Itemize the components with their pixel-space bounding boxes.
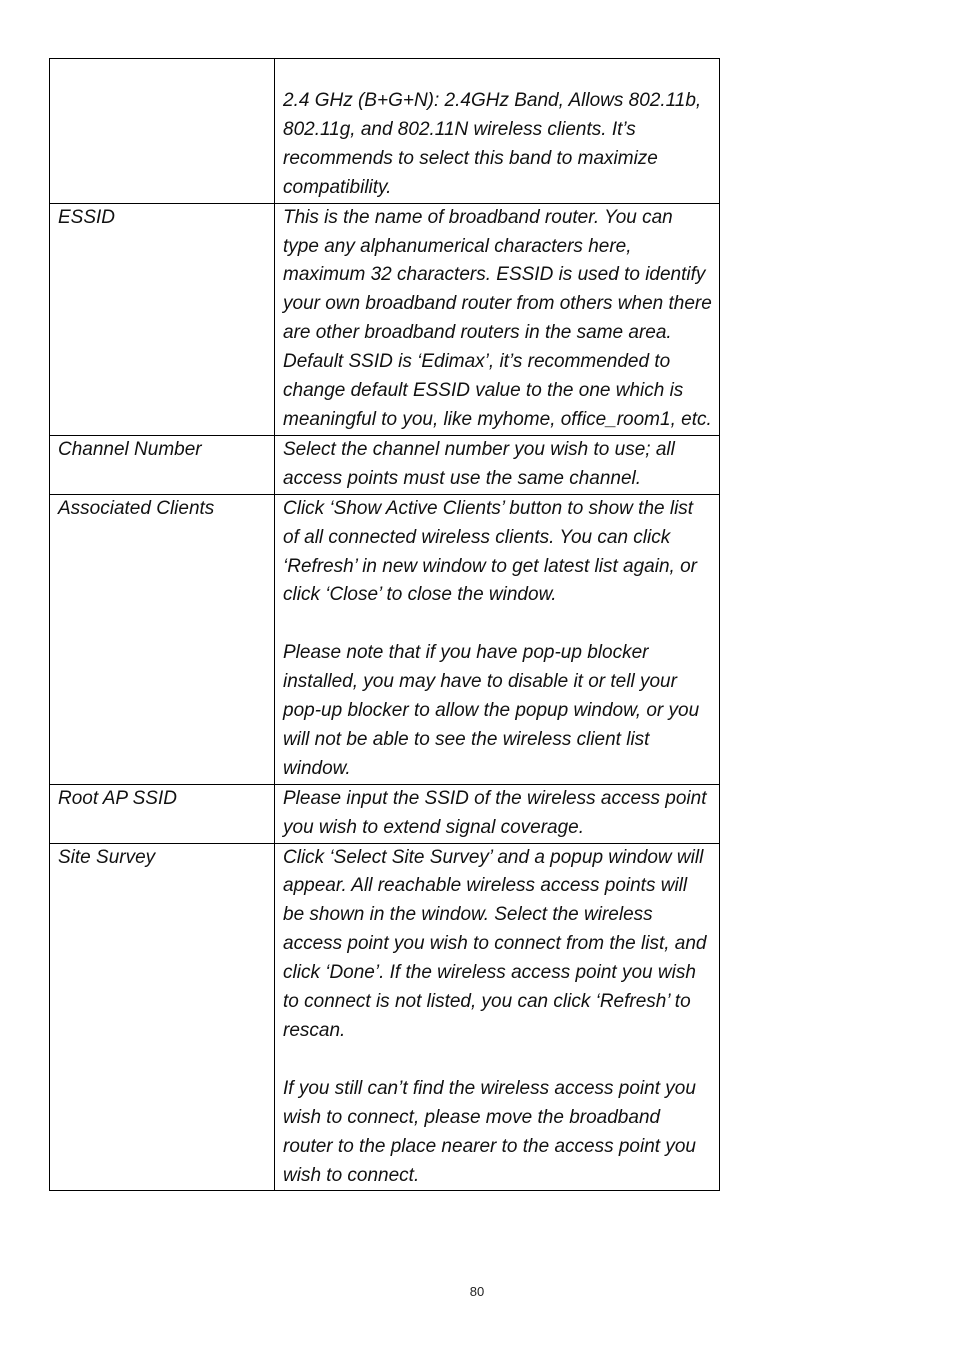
description-paragraph: If you still can’t find the wireless access point you wish to connect, please move the broadband router to the place nearer to the access point you wish to connect.	[283, 1077, 696, 1186]
description-cell	[275, 203, 720, 435]
description-paragraph: Please note that if you have pop-up blocker installed, you may have to disable it or tell your pop-up blocker to allow the popup window, or you will not be able to see the wireless client list window.	[283, 642, 700, 779]
settings-description-table	[49, 58, 720, 1191]
description-paragraph: 2.4 GHz (B+G+N): 2.4GHz Band, Allows 802.11b, 802.11g, and 802.11N wireless clients. It’s recommends to select this band to maximize compatibility.	[283, 90, 702, 198]
description-paragraph: This is the name of broadband router. You can type any alphanumerical characters here, maximum 32 characters. ESSID is used to identify your own broadband router from others when there are other broadband routers in the same area. Default SSID is ‘Edimax’, it’s recommended to change default ESSID value to the one which is meaningful to you, like myhome, office_room1, etc.	[283, 206, 712, 430]
page-number: 80	[469, 1284, 485, 1299]
paragraph-gap	[283, 610, 713, 639]
paragraph-gap	[283, 1046, 713, 1075]
term-cell	[50, 59, 275, 204]
description-paragraph: Select the channel number you wish to use; all access points must use the same channel.	[283, 438, 675, 489]
description-cell	[275, 435, 720, 494]
description-cell	[275, 59, 720, 204]
description-paragraph: Please input the SSID of the wireless access point you wish to extend signal coverage.	[283, 787, 707, 838]
term-cell: Associated Clients	[50, 494, 275, 784]
table-row-associated-clients	[50, 494, 720, 784]
description-paragraph: Click ‘Select Site Survey’ and a popup window will appear. All reachable wireless access points will be shown in the window. Select the wireless access point you wish to connect from the list, and click ‘Done’. If the wireless access point you wish to connect is not listed, you can click ‘Refresh’ to rescan.	[283, 846, 707, 1041]
table-row-root-ap-ssid	[50, 784, 720, 843]
term-cell: ESSID	[50, 203, 275, 435]
description-paragraph: Click ‘Show Active Clients’ button to show the list of all connected wireless clients. You can click ‘Refresh’ in new window to get latest list again, or click ‘Close’ to close the window.	[283, 497, 697, 606]
table-row-band	[50, 59, 720, 204]
table-row-site-survey	[50, 843, 720, 1191]
term-cell: Channel Number	[50, 435, 275, 494]
description-cell	[275, 494, 720, 784]
table-row-essid	[50, 203, 720, 435]
term-cell: Site Survey	[50, 843, 275, 1191]
description-cell	[275, 843, 720, 1191]
table-row-channel-number	[50, 435, 720, 494]
term-cell: Root AP SSID	[50, 784, 275, 843]
description-cell	[275, 784, 720, 843]
